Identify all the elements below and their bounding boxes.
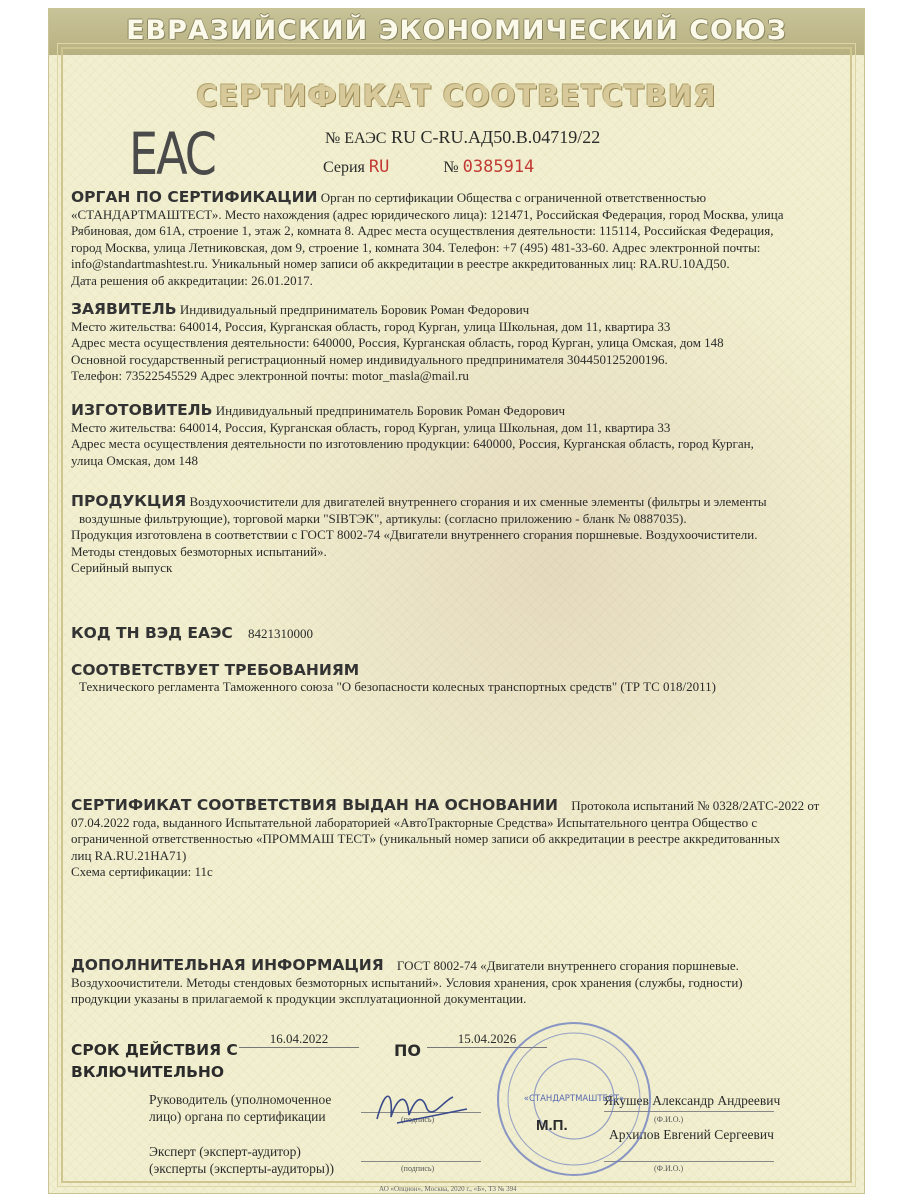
applicant-line: Индивидуальный предприниматель Боровик Роман Федорович (179, 302, 530, 317)
expert-name: Архипов Евгений Сергеевич (609, 1127, 774, 1142)
applicant-line: Адрес места осуществления деятельности: 640000, Россия, Курганская область, город Курган, улица Омская, дом 148 (71, 335, 724, 351)
validity-label (71, 1039, 238, 1083)
mp-label: М.П. (536, 1117, 568, 1134)
series-label: Серия (323, 159, 365, 176)
basis-section (71, 797, 819, 881)
blank-number-value: 0385914 (462, 157, 535, 177)
manufacturer-line: Место жительства: 640014, Россия, Курганская область, город Курган, улица Школьная, дом 11, квартира 33 (71, 419, 671, 435)
applicant-section (71, 301, 724, 385)
eac-logo: EAC (129, 120, 215, 188)
head-fio-caption: (Ф.И.О.) (654, 1115, 684, 1124)
blank-number-label: № (443, 159, 459, 176)
certification-body-line: Орган по сертификации Общества с ограниченной ответственностью (320, 190, 707, 205)
expert-signature-line (361, 1161, 481, 1162)
head-label (149, 1091, 331, 1125)
expert-label-line1: Эксперт (эксперт-аудитор) (149, 1144, 301, 1159)
applicant-line: Место жительства: 640014, Россия, Курганская область, город Курган, улица Школьная, дом 11, квартира 33 (71, 318, 671, 334)
registration-number (325, 127, 600, 148)
certification-body-line: info@standartmashtest.ru. Уникальный номер записи об аккредитации в реестре аккредитованных лиц: RA.RU.10АД50. (71, 256, 730, 272)
head-name: Якушев Александр Андреевич (604, 1093, 781, 1108)
certification-body-line: Рябиновая, дом 61А, строение 1, этаж 2, комната 8. Адрес места осуществления деятельности: 115114, Российская Федерация, (71, 223, 774, 239)
certification-body-line: город Москва, улица Летниковская, дом 9, строение 1, комната 304. Телефон: +7 (495) 481-33-60. Адрес электронной почты: (71, 239, 761, 255)
additional-line: ГОСТ 8002-74 «Двигатели внутреннего сгорания поршневые. (396, 958, 739, 973)
certification-body-heading: ОРГАН ПО СЕРТИФИКАЦИИ (71, 188, 318, 206)
basis-line: 07.04.2022 года, выданного Испытательной лабораторией «АвтоТракторные Средства» Испытательного центра Общество с (71, 814, 758, 830)
expert-fio-caption: (Ф.И.О.) (654, 1164, 684, 1173)
validity-to-date: 15.04.2026 (427, 1031, 547, 1048)
basis-line: Протокола испытаний № 0328/2АТС-2022 от (571, 798, 820, 813)
requirements-section (71, 662, 716, 695)
print-footer: АО «Опцион», Москва, 2020 г., «Б», ТЗ № 394 (379, 1185, 517, 1193)
head-label-line1: Руководитель (уполномоченное (149, 1092, 332, 1107)
seal-stamp (494, 1019, 654, 1179)
manufacturer-line: Адрес места осуществления деятельности по изготовлению продукции: 640000, Россия, Курганская область, город Курган, (71, 436, 754, 452)
signature-stroke (377, 1096, 467, 1123)
product-line: Методы стендовых безмоторных испытаний». (71, 543, 327, 559)
applicant-line: Основной государственный регистрационный номер индивидуального предпринимателя 304450125200196. (71, 351, 668, 367)
basis-heading: СЕРТИФИКАТ СООТВЕТСТВИЯ ВЫДАН НА ОСНОВАНИИ (71, 796, 559, 814)
certification-body-section (71, 189, 784, 290)
basis-line: ограниченной ответственностью «ПРОММАШ ТЕСТ» (уникальный номер записи об аккредитации в реестре аккредитованных (71, 831, 781, 847)
basis-line: Схема сертификации: 11с (71, 864, 213, 880)
additional-line: Воздухоочистители. Методы стендовых безмоторных испытаний». Условия хранения, срок хранения (службы, годности) (71, 974, 743, 990)
basis-line: лиц RA.RU.21НА71) (71, 847, 187, 863)
certificate-sheet (48, 8, 865, 1194)
product-section (71, 493, 767, 577)
registration-number-value: RU С-RU.АД50.В.04719/22 (390, 127, 601, 147)
handwritten-signature (367, 1079, 477, 1134)
validity-from-date: 16.04.2022 (239, 1031, 359, 1048)
head-sign-caption: (подпись) (401, 1115, 435, 1124)
product-heading: ПРОДУКЦИЯ (71, 492, 187, 510)
additional-section (71, 957, 743, 1008)
series-value: RU (368, 157, 390, 177)
stamp-name: «СТАНДАРТМАШТЕСТ» (523, 1094, 625, 1104)
additional-heading: ДОПОЛНИТЕЛЬНАЯ ИНФОРМАЦИЯ (71, 956, 384, 974)
tn-ved-code: 8421310000 (247, 626, 313, 641)
tn-ved-section (71, 625, 313, 643)
series-line (323, 157, 534, 177)
product-line: Продукция изготовлена в соответствии с ГОСТ 8002-74 «Двигатели внутреннего сгорания поршневые. Воздухоочистители. (71, 527, 758, 543)
manufacturer-line: Индивидуальный предприниматель Боровик Роман Федорович (215, 403, 566, 418)
registration-number-label: № ЕАЭС (325, 130, 387, 147)
manufacturer-line: улица Омская, дом 148 (71, 452, 198, 468)
product-line: Серийный выпуск (71, 560, 173, 576)
product-line: Воздухоочистители для двигателей внутреннего сгорания и их сменные элементы (фильтры и элементы (189, 494, 767, 509)
expert-label-line2: (эксперты (эксперты-аудиторы)) (149, 1161, 334, 1176)
manufacturer-section (71, 402, 754, 469)
manufacturer-heading: ИЗГОТОВИТЕЛЬ (71, 401, 213, 419)
applicant-line: Телефон: 73522545529 Адрес электронной почты: motor_masla@mail.ru (71, 368, 469, 384)
validity-to-label: ПО (394, 1041, 421, 1060)
expert-label (149, 1143, 334, 1177)
tn-ved-heading: КОД ТН ВЭД ЕАЭС (71, 624, 233, 642)
certification-body-line: «СТАНДАРТМАШТЕСТ». Место нахождения (адрес юридического лица): 121471, Российская Федерация, город Москва, улица (71, 206, 784, 222)
validity-label-line2: ВКЛЮЧИТЕЛЬНО (71, 1063, 225, 1081)
certification-body-line: Дата решения об аккредитации: 26.01.2017. (71, 272, 313, 288)
certificate-title: СЕРТИФИКАТ СООТВЕТСТВИЯ (196, 79, 717, 113)
head-label-line2: лицо) органа по сертификации (149, 1109, 326, 1124)
product-line: воздушные фильтрующие), торговой марки "SIBТЭК", артикулы: (согласно приложению - бланк № 0887035). (79, 510, 687, 526)
validity-label-line1: СРОК ДЕЙСТВИЯ С (71, 1041, 238, 1059)
applicant-heading: ЗАЯВИТЕЛЬ (71, 300, 177, 318)
requirements-heading: СООТВЕТСТВУЕТ ТРЕБОВАНИЯМ (71, 661, 360, 679)
additional-line: продукции указаны в прилагаемой к продукции эксплуатационной документации. (71, 991, 527, 1007)
union-title: ЕВРАЗИЙСКИЙ ЭКОНОМИЧЕСКИЙ СОЮЗ (126, 15, 787, 46)
expert-sign-caption: (подпись) (401, 1164, 435, 1173)
requirements-text: Технического регламента Таможенного союза "О безопасности колесных транспортных средств" (ТР ТС 018/2011) (79, 678, 716, 694)
